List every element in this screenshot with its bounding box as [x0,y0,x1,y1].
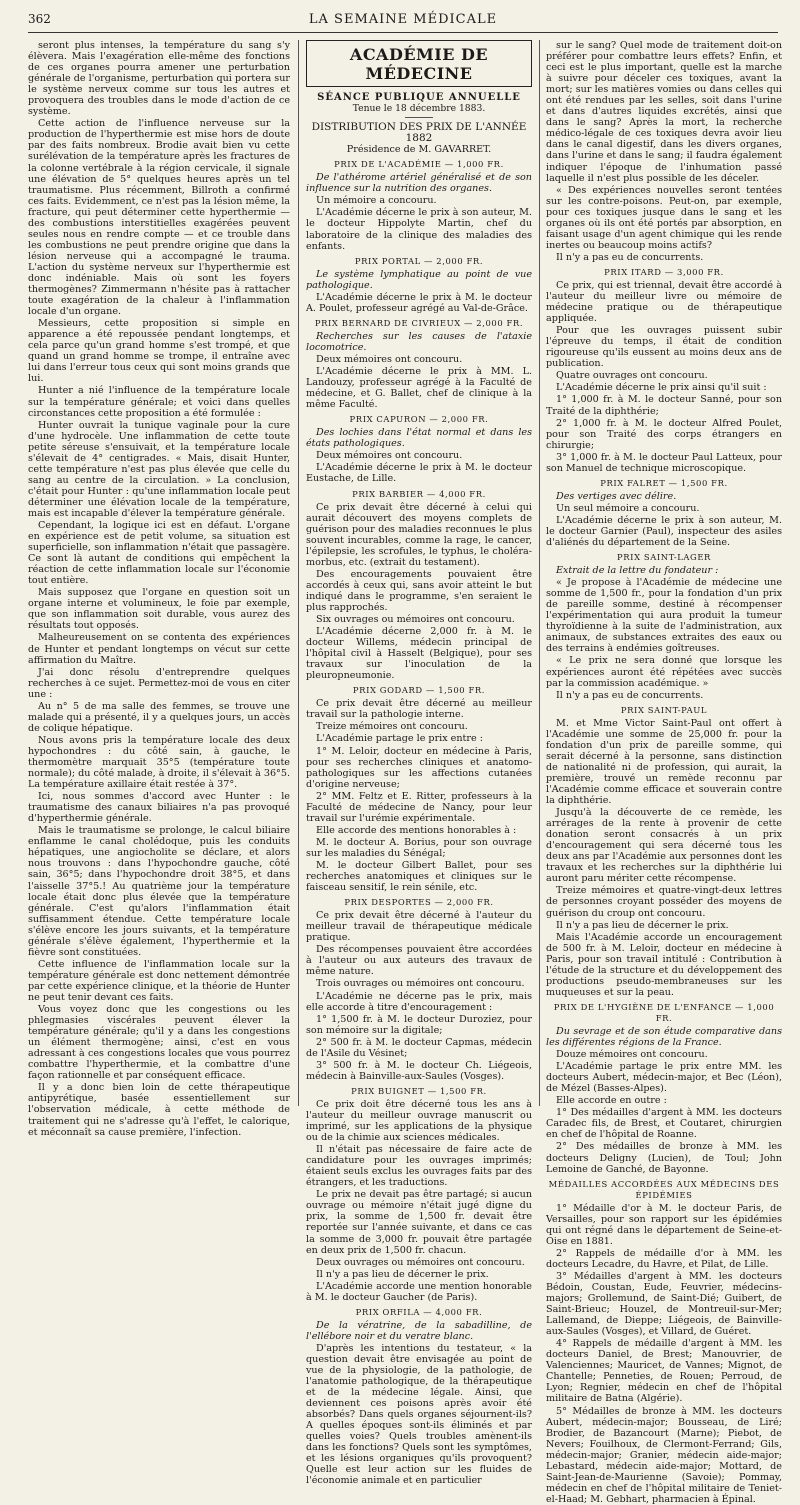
paragraph: 1° 1,000 fr. à M. le docteur Sanné, pour son Traité de la diphthérie; [546,394,782,417]
prize-subject: Des vertiges avec délire. [556,490,677,502]
paragraph: 4° Rappels de médaille d'argent à MM. les docteurs Daniel, de Brest; Manouvrier, de Valenciennes; Mauricet, de Vannes; Mignot, de Chantelle; Penneties, de Rouen; Perroud, de Lyon; Regnier, médecin en chef de l'hôpital militaire de Batna (Algérie). [546,1338,782,1405]
paragraph: Cependant, la logique ici est en défaut. L'organe en expérience est de petit volume, sa situation est superficielle, son inflammation n'était que passagère. Ce sont là autant de conditions qui empêchent la réaction de cette inflammation locale sur l'économie tout entière. [28,520,290,587]
continued-text [546,40,782,263]
prize-subject: De l'athérome artériel généralisé et de son influence sur la nutrition des organes. [306,172,532,195]
session-date: Tenue le 18 décembre 1883. [352,103,486,115]
paragraph: L'Académie décerne le prix ainsi qu'il suit : [556,382,767,394]
prize-heading: PRIX GODARD — 1,500 FR. [352,685,486,696]
paragraph: L'Académie décerne le prix à son auteur, M. le docteur Garnier (Paul), inspecteur des asiles d'aliénés du département de la Seine. [546,514,782,549]
paragraph: Deux mémoires ont concouru. [316,353,463,365]
paragraph: Ce prix, qui est triennal, devait être accordé à l'auteur du meilleur livre ou mémoire de médecine pratique ou de thérapeutique appliquée. [546,279,782,325]
page-header [28,12,778,34]
paragraph: 3° 1,000 fr. à M. le docteur Paul Latteux, pour son Manuel de technique microscopique. [546,451,782,474]
paragraph: Ce prix doit être décerné tous les ans à l'auteur du meilleur ouvrage manuscrit ou imprimé, sur les applications de la physique ou de la chimie aux sciences médicales. [306,1098,532,1144]
paragraph: Ce prix devait être décerné à l'auteur du meilleur travail de thérapeutique médicale pratique. [306,910,532,944]
paragraph: 1° 1,500 fr. à M. le docteur Duroziez, pour son mémoire sur la digitale; [306,1013,532,1036]
paragraph: Cette action de l'influence nerveuse sur la production de l'hyperthermie est mise hors de doute par des faits nombreux. Brodie avait bien vu cette surélévation de la température après les fractures de la colonne vertébrale à la région cervicale, il signale une élévation de 5° quelques heures après un tel traumatisme. Plus récemment, Billroth a confirmé ces faits. Evidemment, ce n'est pas la lésion même, la fracture, qui peut déterminer cette hyperthermie — des combustions interstitielles exagérées peuvent seules nous en rendre compte — et ce trouble dans les combustions ne peut prendre origine que dans la lésion nerveuse qui a accompagné le trauma. L'action du système nerveux sur l'hyperthermie est donc indéniable. Mais où sont les foyers thermogènes? Zimmermann n'hésite pas à rattacher toute exagération de la chaleur à l'inflammation locale d'un organe. [28,118,290,318]
column-left [28,40,290,1138]
prize-heading: PRIX ORFILA — 4,000 FR. [355,1306,483,1317]
paragraph: 2° MM. Feltz et E. Ritter, professeurs à la Faculté de médecine de Nancy, pour leur travail sur l'urémie expérimentale. [306,790,532,824]
prize-subject: Recherches sur les causes de l'ataxie locomotrice. [306,330,532,353]
paragraph: Ce prix devait être décerné à celui qui aurait découvert des moyens complets de guérison pour des maladies reconnues le plus souvent incurables, comme la rage, le cancer, l'épilepsie, les scrofules, le typhus, le choléra-morbus, etc. (extrait du testament). [306,501,532,568]
prize-heading: PRIX DE L'HYGIÈNE DE L'ENFANCE — 1,000 FR. [553,1001,775,1023]
prize-heading: PRIX SAINT-LAGER [617,552,711,563]
paragraph: L'Académie ne décerne pas le prix, mais elle accorde à titre d'encouragement : [306,990,532,1013]
paragraph: seront plus intenses, la température du sang s'y élèvera. Mais l'exagération elle-même des fonctions de ces organes pourra amener une perturbation générale de l'organisme, perturbation qui portera sur le système nerveux comme sur tous les autres et provoquera des troubles dans le mode d'action de ce système. [28,40,290,118]
paragraph: Mais le traumatisme se prolonge, le calcul biliaire enflamme le canal cholédoque, puis les conduits hépatiques, une angiocholite se déclare, et alors nous trouvons : dans l'hypochondre gauche, côté sain, 36°5; dans l'hypochondre droit 38°5, et dans l'aisselle 37°5.! Au quatrième jour la température locale était donc plus élevée que la température générale. C'est qu'alors l'inflammation était suffisamment étendue. Cette température locale s'élève encore les jours suivants, et la température générale s'élève également, l'hyperthermie et la fièvre sont constituées. [28,825,290,958]
paragraph: Mais supposez que l'organe en question soit un organe interne et volumineux, le foie par exemple, que son inflammation soit durable, vous aurez des résultats tout opposés. [28,587,290,632]
paragraph: L'Académie décerne 2,000 fr. à M. le docteur Willems, médecin principal de l'hôpital civil à Hasselt (Belgique), pour ses travaux sur l'inoculation de la pleuropneumonie. [306,626,532,682]
paragraph: Elle accorde en outre : [556,1095,667,1107]
prize-heading: MÉDAILLES ACCORDÉES AUX MÉDECINS DES ÉPIDÉMIES [548,1178,780,1200]
paragraph: 1° Des médailles d'argent à MM. les docteurs Caradec fils, de Brest, et Coutaret, chirurgien en chef de l'hôpital de Roanne. [546,1107,782,1141]
paragraph: L'Académie partage le prix entre : [316,733,483,745]
paragraph: Ici, nous sommes d'accord avec Hunter : le traumatisme des canaux biliaires n'a pas provoqué d'hyperthermie générale. [28,791,290,825]
paragraph: Il n'y a pas lieu de décerner le prix. [316,1268,489,1280]
column-divider [539,40,540,1106]
paragraph: Nous avons pris la température locale des deux hypochondres : du côté sain, à gauche, le thermomètre marquait 35°5 (température toute normale); du côté malade, à droite, il s'élevait à 36°5. La température axillaire était restée à 37°. [28,734,290,791]
paragraph: 2° Rappels de médaille d'or à MM. les docteurs Lecadre, du Havre, et Pilat, de Lille. [546,1247,782,1270]
paragraph: 1° M. Leloir, docteur en médecine à Paris, pour ses recherches cliniques et anatomo-pathologiques sur les affections cutanées d'origine nerveuse; [306,745,532,790]
paragraph: Malheureusement on se contenta des expériences de Hunter et pendant longtemps on vécut sur cette affirmation du Maître. [28,632,290,666]
paragraph: M. le docteur Gilbert Ballet, pour ses recherches anatomiques et cliniques sur le faisceau sensitif, le rein sénile, etc. [306,860,532,894]
rule [405,117,433,118]
prize-heading: PRIX FALRET — 1,500 FR. [600,477,728,488]
paragraph: Trois ouvrages ou mémoires ont concouru. [316,978,525,990]
paragraph: L'Académie décerne le prix à M. le docteur Eustache, de Lille. [306,462,532,485]
paragraph: L'Académie décerne le prix à son auteur, M. le docteur Hippolyte Martin, chef du laboratoire de la clinique des maladies des enfants. [306,207,532,252]
prize-subject: Du sevrage et de son étude comparative dans les différentes régions de la France. [546,1025,782,1049]
paragraph: M. le docteur A. Borius, pour son ouvrage sur les maladies du Sénégal; [306,836,532,859]
section-title: ACADÉMIE DE MÉDECINE [349,45,489,83]
paragraph: D'après les intentions du testateur, « la question devait être envisagée au point de vue de la physiologie, de la pathologie, de l'anatomie pathologique, de la thérapeutique et de la médecine légale. Ainsi, que deviennent ces poisons après avoir été absorbés? Dans quels organes séjournent-ils? A quelles époques sont-ils éliminés et par quelles voies? Quels troubles amènent-ils dans les fonctions? Quels sont les symptômes, et les lésions organiques qu'ils provoquent? Quelle est leur action sur les fluides de l'économie animale et en particulier [306,1342,532,1487]
paragraph: L'Académie accorde une mention honorable à M. le docteur Gaucher (de Paris). [306,1280,532,1303]
paragraph: Il n'était pas nécessaire de faire acte de candidature pour les ouvrages imprimés; étaient seuls exclus les ouvrages faits par des étrangers, et les traductions. [306,1144,532,1189]
paragraph: Douze mémoires ont concouru. [556,1049,708,1061]
paragraph: Hunter a nié l'influence de la température locale sur la température générale; et voici dans quelles circonstances cette proposition a été formulée : [28,385,290,419]
prize-list [546,267,782,1505]
column-middle [306,40,532,1487]
prize-heading: PRIX ITARD — 3,000 FR. [604,266,724,277]
paragraph: Six ouvrages ou mémoires ont concouru. [316,614,515,626]
prize-subject: Le système lymphatique au point de vue pathologique. [306,268,532,291]
prize-heading: PRIX BERNARD DE CIVRIEUX — 2,000 FR. [314,317,524,328]
section-title-box [306,40,532,87]
paragraph: Elle accorde des mentions honorables à : [316,824,517,836]
prize-heading: PRIX DESPORTES — 2,000 FR. [344,897,494,908]
paragraph: sur le sang? Quel mode de traitement doit-on préférer pour combattre leurs effets? Enfin, et ceci est le plus important, quelle est la marche à suivre pour déceler ces toxiques, avant la mort; sur les matières vomies ou dans celles qui ont été rendues par les selles, soit dans l'urine et dans d'autres liquides excrétés, ainsi que dans le sang? Après la mort, la recherche médico-légale de ces toxiques devra avoir lieu dans le canal digestif, dans les divers organes, dans l'urine et dans le sang; il faudra également indiquer l'époque de l'inhumation passé laquelle il n'est plus possible de les déceler. [546,40,782,184]
paragraph: Le prix ne devait pas être partagé; si aucun ouvrage ou mémoire n'était jugé digne du prix, la somme de 1,500 fr. devait être reportée sur l'année suivante, et dans ce cas la somme de 3,000 fr. pouvait être partagée en deux prix de 1,500 fr. chacun. [306,1189,532,1256]
paragraph: Au n° 5 de ma salle des femmes, se trouve une malade qui a présenté, il y a quelques jours, un accès de colique hépatique. [28,700,290,734]
paragraph: « Des expériences nouvelles seront tentées sur les contre-poisons. Peut-on, par exemple, pour ces toxiques jusque dans le sang et les organes où ils ont été portés par absorption, en faisant usage d'un agent chimique qui les rende inertes ou beaucoup moins actifs? [546,184,782,251]
paragraph: Un seul mémoire a concouru. [556,502,700,514]
paragraph: Treize mémoires et quatre-vingt-deux lettres de personnes croyant posséder des moyens de guérison du croup ont concouru. [546,885,782,919]
paragraph: Des encouragements pouvaient être accordés à ceux qui, sans avoir atteint le but indiqué dans le programme, s'en seraient le plus rapprochés. [306,568,532,613]
paragraph: Messieurs, cette proposition si simple en apparence a été repoussée pendant longtemps, et cela parce qu'un grand homme s'est trompé, et que quand un grand homme se trompe, il entraîne avec lui dans l'erreur tous ceux qui sont moins grands que lui. [28,318,290,385]
paragraph: Jusqu'à la découverte de ce remède, les arrérages de la rente à provenir de cette donation seront consacrés à un prix d'encouragement qui sera décerné tous les deux ans par l'Académie aux personnes dont les travaux et les recherches sur la diphthérie lui auront paru mériter cette récompense. [546,807,782,885]
session-heading: SÉANCE PUBLIQUE ANNUELLE [317,92,521,103]
paragraph: Ce prix devait être décerné au meilleur travail sur la pathologie interne. [306,698,532,721]
paragraph: L'Académie partage le prix entre MM. les docteurs Aubert, médecin-major, et Bec (Léon), de Mézel (Basses-Alpes). [546,1061,782,1095]
paragraph: L'Académie décerne le prix à MM. L. Landouzy, professeur agrégé à la Faculté de médecine, et G. Ballet, chef de clinique à la même Faculté. [306,366,532,411]
paragraph: Cette influence de l'inflammation locale sur la température générale est donc nettement démontrée par cette expérience clinique, et la théorie de Hunter ne peut tenir devant ces faits. [28,958,290,1003]
paragraph: Il n'y a pas eu de concurrents. [556,251,704,263]
paragraph: Il n'y a pas eu de concurrents. [556,689,704,701]
prize-heading: PRIX PORTAL — 2,000 FR. [354,255,484,266]
paragraph: Treize mémoires ont concouru. [316,721,468,733]
paragraph: Mais l'Académie accorde un encouragement de 500 fr. à M. Leloir, docteur en médecine à Paris, pour son travail intitulé : Contribution à l'étude de la structure et du développement des productions pseudo-membraneuses sur les muqueuses et sur la peau. [546,931,782,998]
paragraph: M. et Mme Victor Saint-Paul ont offert à l'Académie une somme de 25,000 fr. pour la fondation d'un prix de pareille somme, qui serait décerné à la personne, sans distinction de nationalité ni de profession, qui aurait, la première, trouvé un remède reconnu par l'Académie comme efficace et souverain contre la diphthérie. [546,717,782,807]
paragraph: « Je propose à l'Académie de médecine une somme de 1,500 fr., pour la fondation d'un prix de pareille somme, destiné à récompenser l'expérimentation qui aura produit la tumeur thyroïdienne à la suite de l'administration, aux animaux, de substances extraites des eaux ou des terrains à endémies goîtreuses. [546,577,782,655]
distribution-heading: DISTRIBUTION DES PRIX DE L'ANNÉE 1882 [311,121,527,145]
prize-heading: PRIX BARBIER — 4,000 FR. [352,488,486,499]
paragraph: J'ai donc résolu d'entreprendre quelques recherches à ce sujet. Permettez-moi de vous en citer une : [28,666,290,700]
paragraph: Pour que les ouvrages puissent subir l'épreuve du temps, il était de condition rigoureuse qu'ils eussent au moins deux ans de publication. [546,325,782,370]
prize-heading: PRIX DE L'ACADÉMIE — 1,000 FR. [334,159,504,170]
paragraph: Quatre ouvrages ont concouru. [556,370,708,382]
paragraph: 2° 1,000 fr. à M. le docteur Alfred Poulet, pour son Traité des corps étrangers en chirurgie; [546,417,782,451]
paragraph: 3° Médailles d'argent à MM. les docteurs Bédoin, Coustan, Eude, Feuvrier, médecins-majors; Grollemund, de Saint-Dié; Guibert, de Saint-Brieuc; Houzel, de Montreuil-sur-Mer; Lallemand, de Dieppe; Liégeois, de Bainville-aux-Saules (Vosges), et Villard, de Guéret. [546,1270,782,1338]
paragraph: Deux mémoires ont concouru. [316,450,463,462]
column-divider [298,40,299,1106]
prize-list [306,159,532,1486]
paragraph: Hunter ouvrait la tunique vaginale pour la cure d'une hydrocèle. Une inflammation de cette toute petite séreuse s'ensuivait, et la température locale s'élevait de 4° centigrades. « Mais, disait Hunter, cette température n'est pas plus élevée que celle du sang au centre de la circulation. » La conclusion, c'était pour Hunter : qu'une inflammation locale peut déterminer une élévation locale de la température, mais est incapable d'élever la température générale. [28,419,290,519]
paragraph: « Le prix ne sera donné que lorsque les expériences auront été répétées avec succès par la commission académique. » [546,655,782,689]
paragraph: Deux ouvrages ou mémoires ont concouru. [316,1256,525,1268]
paragraph: 5° Médailles de bronze à MM. les docteurs Aubert, médecin-major; Bousseau, de Liré; Brodier, de Bazancourt (Marne); Piebot, de Nevers; Fouilhoux, de Clermont-Ferrand; Gils, médecin-major; Granier, médecin aide-major; Lebastard, médecin aide-major; Mottard, de Saint-Jean-de-Maurienne (Savoie); Pommay, médecin en chef de l'hôpital militaire de Teniet-el-Haad; M. Gebhart, pharmacien à Épinal. [546,1405,782,1505]
prize-heading: PRIX SAINT-PAUL [620,704,708,715]
paragraph: 1° Médaille d'or à M. le docteur Paris, de Versailles, pour son rapport sur les épidémies qui ont régné dans le département de Seine-et-Oise en 1881. [546,1202,782,1247]
page-number: 362 [28,12,51,26]
paragraph: Vous voyez donc que les congestions ou les phlegmasies viscérales peuvent élever la température générale; qu'il y a dans les congestions un élément thermogène; ainsi, c'est en vous adressant à ces congestions locales que vous pourrez combattre l'hyperthermie, et la combattre d'une façon rationnelle et par conséquent efficace. [28,1004,290,1082]
paragraph: 2° Des médailles de bronze à MM. les docteurs Deligny (Lucien), de Toul; John Lemoine de Ganché, de Bayonne. [546,1141,782,1175]
presidency-line: Présidence de M. GAVARRET. [346,144,492,156]
column-right [546,40,782,1505]
paragraph: Des récompenses pouvaient être accordées à l'auteur ou aux auteurs des travaux de même nature. [306,944,532,978]
paragraph: Il n'y a pas lieu de décerner le prix. [556,919,729,931]
prize-heading: PRIX BUIGNET — 1,500 FR. [351,1085,487,1096]
header-rule [28,32,778,33]
paragraph: Un mémoire a concouru. [316,195,437,207]
paragraph: 3° 500 fr. à M. le docteur Ch. Liégeois, médecin à Bainville-aux-Saules (Vosges). [306,1059,532,1082]
prize-subject: Des lochies dans l'état normal et dans les états pathologiques. [306,427,532,450]
paragraph: 2° 500 fr. à M. le docteur Capmas, médecin de l'Asile du Vésinet; [306,1036,532,1059]
paragraph: Il y a donc bien loin de cette thérapeutique antipyrétique, basée essentiellement sur l'observation médicale, à cette méthode de traitement qui ne s'adresse qu'à l'effet, le calorique, et méconnaît sa cause première, l'infection. [28,1082,290,1138]
prize-subject: De la vératrine, de la sabadilline, de l'ellébore noir et du veratre blanc. [306,1319,532,1342]
running-title: LA SEMAINE MÉDICALE [308,12,498,27]
prize-heading: PRIX CAPURON — 2,000 FR. [349,414,489,425]
prize-subject: Extrait de la lettre du fondateur : [556,565,719,577]
paragraph: L'Académie décerne le prix à M. le docteur A. Poulet, professeur agrégé au Val-de-Grâce. [306,291,532,314]
